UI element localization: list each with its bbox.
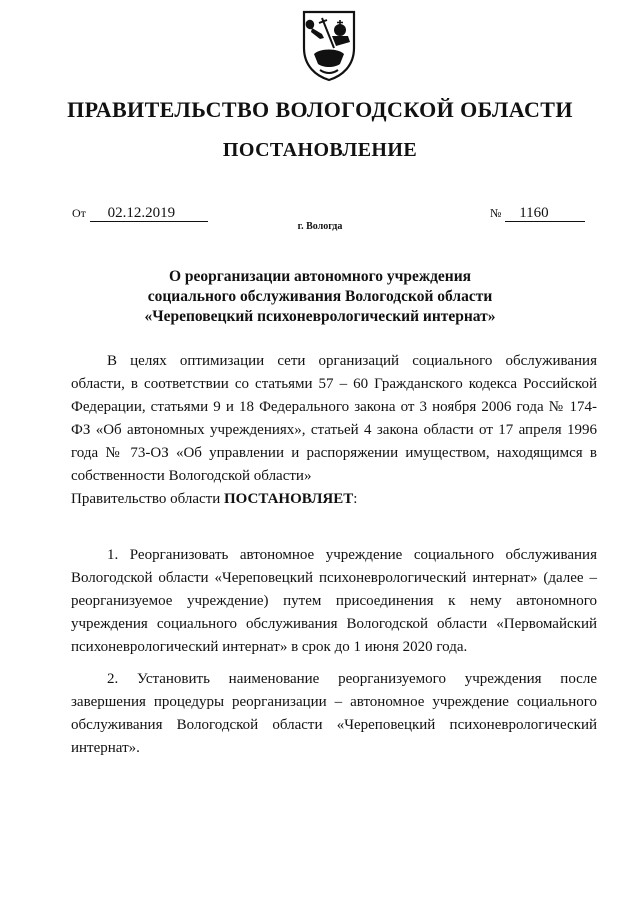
date-value: 02.12.2019: [90, 206, 208, 222]
date-label: От: [72, 206, 86, 220]
city: г. Вологда: [297, 221, 343, 232]
document-type: ПОСТАНОВЛЕНИЕ: [222, 139, 418, 161]
resolve-prefix: Правительство области: [71, 491, 224, 507]
title-line: О реорганизации автономного учреждения: [168, 268, 472, 285]
resolve-line: [71, 488, 597, 511]
resolve-suffix: :: [353, 491, 358, 507]
spacer: [71, 511, 597, 544]
coat-of-arms-icon: [300, 8, 358, 82]
number-value: 1160: [505, 206, 585, 222]
number-field: [490, 205, 585, 222]
number-label: №: [490, 206, 502, 220]
title-line: социального обслуживания Вологодской области: [147, 288, 493, 305]
title-line: «Череповецкий психоневрологический интернат»: [144, 308, 496, 325]
decree-item: 1. Реорганизовать автономное учреждение социального обслуживания Вологодской области «Череповецкий психоневрологический интернат» (далее – реорганизуемое учреждение) путем присоединения к нему автономного учреждения социального обслуживания Вологодской области «Первомайский психоневрологический интернат» в срок до 1 июня 2020 года.: [71, 547, 597, 655]
government-title: ПРАВИТЕЛЬСТВО ВОЛОГОДСКОЙ ОБЛАСТИ: [67, 97, 573, 122]
decree-title: [100, 267, 540, 327]
decree-item: 2. Установить наименование реорганизуемого учреждения после завершения процедуры реорганизации – автономное учреждение социального обслуживания Вологодской области «Череповецкий психоневрологический интернат».: [71, 671, 597, 756]
resolve-keyword: ПОСТАНОВЛЯЕТ: [223, 491, 354, 507]
document-body: [71, 350, 597, 760]
preamble-paragraph: В целях оптимизации сети организаций социального обслуживания области, в соответствии со статьями 57 – 60 Гражданского кодекса Российской Федерации, статьями 9 и 18 Федерального закона от 3 ноября 2006 года № 174-ФЗ «Об автономных учреждениях», статьей 4 закона области от 17 апреля 1996 года № 73-ОЗ «Об управлении и распоряжении имуществом, находящимся в собственности Вологодской области»: [71, 353, 597, 484]
date-field: [72, 205, 208, 222]
